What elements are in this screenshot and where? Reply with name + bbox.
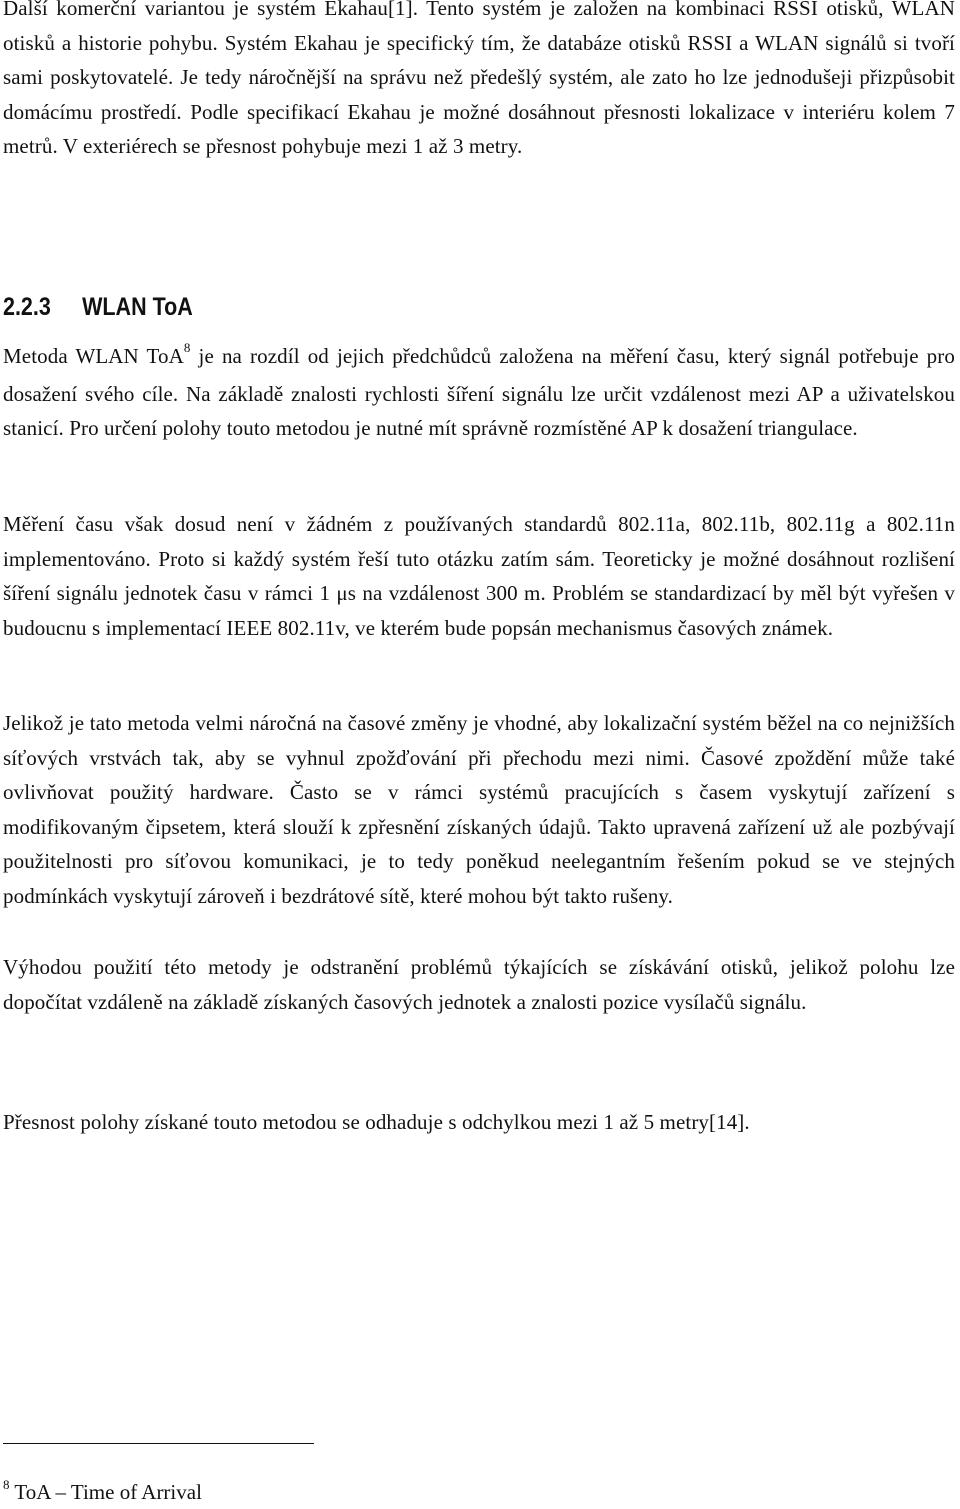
- footnote-reference[interactable]: 8: [183, 340, 191, 355]
- section-title: WLAN ToA: [82, 293, 193, 321]
- section-number: 2.2.3: [3, 293, 51, 321]
- toa-paragraph-1: [3, 339, 955, 446]
- footnote-separator: [3, 1443, 314, 1444]
- section-heading: [3, 290, 193, 324]
- paragraph-text: Metoda WLAN ToA: [3, 344, 184, 368]
- footnote-text: ToA – Time of Arrival: [9, 1480, 202, 1504]
- paragraph-text: je na rozdíl od jejich předchůdců založena na měření času, který signál potřebuje pro dosažení svého cíle. Na základě znalosti rychlosti šíření signálu lze určit vzdálenost mezi AP a uživatelskou stanicí. Pro určení polohy touto metodou je nutné mít správně rozmístěné AP k dosažení triangulace.: [3, 344, 955, 440]
- toa-paragraph-2: Měření času však dosud není v žádném z používaných standardů 802.11a, 802.11b, 802.11g a 802.11n implementováno. Proto si každý systém řeší tuto otázku zatím sám. Teoreticky je možné dosáhnout rozlišení šíření signálu jednotek času v rámci 1 μs na vzdálenost 300 m. Problém se standardizací by měl být vyřešen v budoucnu s implementací IEEE 802.11v, ve kterém bude popsán mechanismus časových známek.: [3, 512, 955, 640]
- footnote-mark: 8: [3, 1477, 10, 1492]
- footnote: [3, 1478, 202, 1509]
- intro-paragraph: Další komerční variantou je systém Ekahau[1]. Tento systém je založen na kombinaci RSSI otisků, WLAN otisků a historie pohybu. Systém Ekahau je specifický tím, že databáze otisků RSSI a WLAN signálů si tvoří sami poskytovatelé. Je tedy náročnější na správu než předešlý systém, ale zato ho lze jednodušeji přizpůsobit domácímu prostředí. Podle specifikací Ekahau je možné dosáhnout přesnosti lokalizace v interiéru kolem 7 metrů. V exteriérech se přesnost pohybuje mezi 1 až 3 metry.: [3, 0, 955, 158]
- toa-paragraph-4: Výhodou použití této metody je odstranění problémů týkajících se získávání otisků, jelikož polohu lze dopočítat vzdáleně na základě získaných časových jednotek a znalosti pozice vysílačů signálu.: [3, 955, 955, 1014]
- toa-paragraph-5: Přesnost polohy získané touto metodou se odhaduje s odchylkou mezi 1 až 5 metry[14].: [3, 1110, 750, 1134]
- toa-paragraph-3: Jelikož je tato metoda velmi náročná na časové změny je vhodné, aby lokalizační systém běžel na co nejnižších síťových vrstvách tak, aby se vyhnul zpožďování při přechodu mezi nimi. Časové zpoždění může také ovlivňovat použitý hardware. Často se v rámci systémů pracujících s časem vyskytují zařízení s modifikovaným čipsetem, která slouží k zpřesnění získaných údajů. Takto upravená zařízení už ale pozbývají použitelnosti pro síťovou komunikaci, je to tedy poněkud neelegantním řešením pokud se ve stejných podmínkách vyskytují zároveň i bezdrátové sítě, které mohou být takto rušeny.: [3, 711, 955, 908]
